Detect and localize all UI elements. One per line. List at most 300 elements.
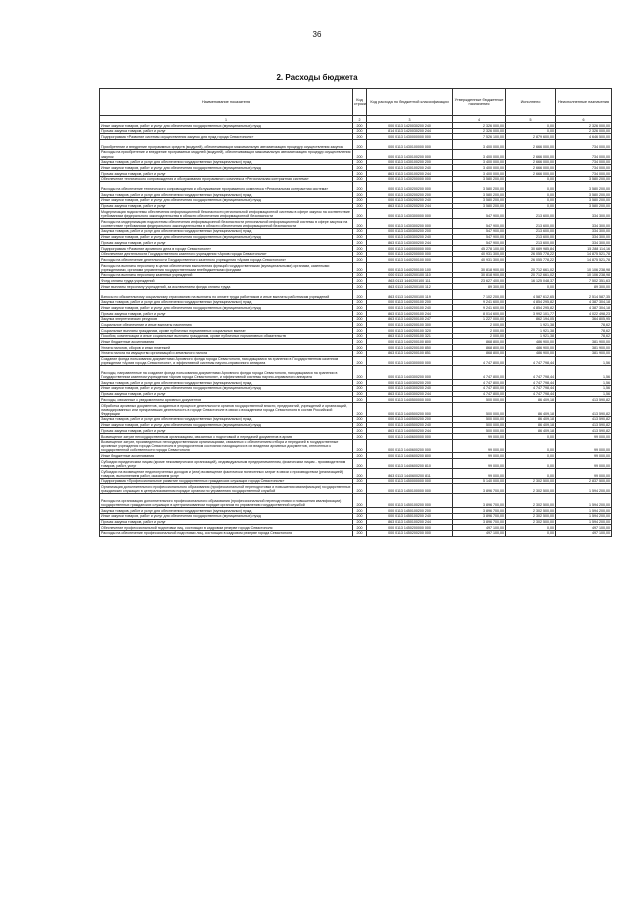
row-budget-code: 000 0113 1440200100 240: [367, 305, 453, 311]
row-executed: 0,00: [506, 284, 556, 290]
row-budget-code: 000 0113 1450200000 000: [367, 525, 453, 531]
row-line-code: 200: [353, 366, 367, 380]
row-line-code: 200: [353, 134, 367, 140]
row-approved: 3 580 200,00: [453, 192, 506, 198]
row-unexecuted: 334 300,00: [556, 209, 612, 219]
row-line-code: 200: [353, 234, 367, 240]
row-executed: 2 666 000,00: [506, 149, 556, 159]
row-executed: 0,00: [506, 525, 556, 531]
row-unexecuted: 734 000,00: [556, 165, 612, 171]
row-name: Подпрограмма «Развитие системы осуществления закупок для нужд города Севастополя»: [100, 134, 353, 140]
row-approved: 9 241 600,00: [453, 305, 506, 311]
row-budget-code: 000 0113 1430300200 200: [367, 228, 453, 234]
row-unexecuted: 1 594 200,00: [556, 508, 612, 514]
table-row: [100, 219, 612, 229]
column-number: 2: [353, 116, 367, 123]
table-row: [100, 149, 612, 159]
row-budget-code: 000 0113 1440500200 200: [367, 416, 453, 422]
row-approved: 3 896 700,00: [453, 484, 506, 494]
row-executed: 2 302 500,00: [506, 508, 556, 514]
row-budget-code: 000 0113 1450100200 000: [367, 494, 453, 508]
row-name: Прочая закупка товаров, работ и услуг: [100, 203, 353, 209]
row-unexecuted: 1,56: [556, 380, 612, 386]
row-name: Взносы по обязательному социальному страхованию на выплаты по оплате труда работников и иные выплаты работникам учреждений: [100, 289, 353, 299]
row-budget-code: 000 0113 1430300200 240: [367, 234, 453, 240]
row-budget-code: 000 0113 1440300200 240: [367, 385, 453, 391]
row-unexecuted: 734 000,00: [556, 140, 612, 150]
row-budget-code: 000 0113 1440200100 800: [367, 339, 453, 345]
row-approved: 2 000,00: [453, 322, 506, 328]
row-line-code: 200: [353, 322, 367, 328]
row-approved: 3 400 000,00: [453, 149, 506, 159]
row-name: Иные выплаты персоналу учреждений, за исключением фонда оплаты труда: [100, 284, 353, 290]
row-name: Иные бюджетные ассигнования: [100, 453, 353, 459]
row-approved: 547 900,00: [453, 240, 506, 246]
row-name: Расходы, направленные на создание фонда пользования документами Архивного фонда города Севастополя, находящимися на хранении в Государственном казенном учреждении «Архив города Севастополя», и эффективной системы научно-справочного аппарата: [100, 366, 353, 380]
row-approved: 500 000,00: [453, 397, 506, 403]
row-executed: 20 712 661,02: [506, 262, 556, 272]
row-line-code: 200: [353, 519, 367, 525]
row-line-code: 200: [353, 245, 367, 251]
row-name: Закупка товаров, работ и услуг для обеспечения государственных (муниципальных) нужд: [100, 228, 353, 234]
row-line-code: 200: [353, 284, 367, 290]
row-unexecuted: 413 590,82: [556, 402, 612, 416]
row-name: Обеспечение деятельности Государственного казенного учреждения «Архив города Севастополя»: [100, 251, 353, 257]
row-unexecuted: 413 590,82: [556, 416, 612, 422]
row-approved: 40 931 300,00: [453, 257, 506, 263]
row-executed: 26 055 778,22: [506, 257, 556, 263]
row-line-code: 200: [353, 257, 367, 263]
row-budget-code: 000 0113 1430100200 200: [367, 159, 453, 165]
row-name: Иные закупки товаров, работ и услуг для обеспечения государственных (муниципальных) нужд: [100, 234, 353, 240]
row-budget-code: 863 0113 1430100200 244: [367, 171, 453, 177]
row-executed: 86 409,18: [506, 416, 556, 422]
row-approved: 7 526 100,00: [453, 134, 506, 140]
row-unexecuted: 1 594 200,00: [556, 484, 612, 494]
row-budget-code: 814 0113 1420030200 244: [367, 128, 453, 134]
row-name: Иные закупки товаров, работ и услуг для обеспечения государственных (муниципальных) нужд: [100, 165, 353, 171]
row-unexecuted: 4 022 498,23: [556, 311, 612, 317]
row-executed: 86 409,18: [506, 422, 556, 428]
row-executed: 2 302 500,00: [506, 494, 556, 508]
row-executed: 486 900,00: [506, 339, 556, 345]
row-line-code: 200: [353, 203, 367, 209]
row-line-code: 200: [353, 478, 367, 484]
row-executed: 4 747 798,44: [506, 385, 556, 391]
row-line-code: 200: [353, 251, 367, 257]
row-approved: 4 747 800,00: [453, 391, 506, 397]
row-unexecuted: 734 000,00: [556, 159, 612, 165]
row-budget-code: 000 0113 1430100000 000: [367, 140, 453, 150]
expenses-table: [99, 88, 612, 537]
row-name: Подпрограмма «Профессиональное развитие государственных гражданских служащих города Севастополя»: [100, 478, 353, 484]
section-title: 2. Расходы бюджета: [276, 73, 358, 82]
row-executed: 3 992 101,77: [506, 311, 556, 317]
row-approved: 1 227 000,00: [453, 316, 506, 322]
row-name: Пособия, компенсации и иные социальные выплаты гражданам, кроме публичных нормативных обязательств: [100, 333, 353, 339]
row-name: Фонд оплаты труда учреждений: [100, 278, 353, 284]
row-executed: 4 587 612,65: [506, 289, 556, 299]
row-name: Закупка энергетических ресурсов: [100, 316, 353, 322]
row-line-code: 200: [353, 397, 367, 403]
header-unexecuted: Неисполненные назначения: [556, 89, 612, 116]
row-budget-code: 000 0113 1420030200 240: [367, 123, 453, 129]
row-budget-code: 000 0113 1450200200 000: [367, 530, 453, 536]
row-name: Иные закупки товаров, работ и услуг для обеспечения государственных (муниципальных) нужд: [100, 197, 353, 203]
row-line-code: 200: [353, 513, 367, 519]
row-approved: 99 000,00: [453, 468, 506, 478]
row-budget-code: 863 0113 1440200100 112: [367, 284, 453, 290]
row-executed: 0,00: [506, 197, 556, 203]
row-budget-code: 000 0113 1430200000 000: [367, 176, 453, 182]
row-budget-code: 000 0113 1440200100 300: [367, 322, 453, 328]
row-name: Расходы на модернизацию подсистемы обеспечения информационной безопасности региональной информационной системы в сфере закупок на соответствие требованиям федерального законодательства в области обеспечения информационной безопасности: [100, 219, 353, 229]
row-budget-code: 000 0113 1430200200 000: [367, 182, 453, 192]
row-line-code: 200: [353, 422, 367, 428]
row-line-code: 200: [353, 240, 367, 246]
row-unexecuted: 2 837 500,00: [556, 478, 612, 484]
row-name: Закупка товаров, работ и услуг для обеспечения государственных (муниципальных) нужд: [100, 159, 353, 165]
row-approved: 45 278 100,00: [453, 245, 506, 251]
row-budget-code: 863 0113 1440200100 247: [367, 316, 453, 322]
row-unexecuted: 2 514 587,35: [556, 289, 612, 299]
row-budget-code: 000 0113 1440600200 800: [367, 453, 453, 459]
row-budget-code: 000 0113 1440200100 110: [367, 272, 453, 278]
row-approved: 4 747 800,00: [453, 380, 506, 386]
row-approved: 3 580 200,00: [453, 203, 506, 209]
table-row: [100, 530, 612, 536]
row-executed: 2 666 000,00: [506, 165, 556, 171]
row-name: Прочая закупка товаров, работ и услуг: [100, 311, 353, 317]
row-name: Иные закупки товаров, работ и услуг для обеспечения государственных (муниципальных) нужд: [100, 422, 353, 428]
row-executed: 0,00: [506, 459, 556, 469]
row-budget-code: 000 0113 1430100200 000: [367, 149, 453, 159]
row-unexecuted: 99 000,00: [556, 468, 612, 478]
row-line-code: 200: [353, 278, 367, 284]
row-executed: 2 666 000,00: [506, 140, 556, 150]
row-approved: 3 400 000,00: [453, 159, 506, 165]
row-unexecuted: 413 590,82: [556, 422, 612, 428]
row-approved: 3 896 700,00: [453, 494, 506, 508]
table-row: [100, 468, 612, 478]
row-unexecuted: 734 000,00: [556, 149, 612, 159]
header-approved: Утвержденные бюджетные назначения: [453, 89, 506, 116]
row-unexecuted: 14 875 521,78: [556, 257, 612, 263]
row-approved: 868 800,00: [453, 345, 506, 351]
row-line-code: 200: [353, 345, 367, 351]
row-executed: 0,00: [506, 123, 556, 129]
row-name: Расходы, связанные с уведомлением архивных документов: [100, 397, 353, 403]
row-unexecuted: 10 106 238,98: [556, 272, 612, 278]
row-unexecuted: 497 100,00: [556, 530, 612, 536]
row-budget-code: 863 0113 1440200100 244: [367, 311, 453, 317]
row-name: Прочая закупка товаров, работ и услуг: [100, 171, 353, 177]
row-approved: 40 931 300,00: [453, 251, 506, 257]
row-unexecuted: 413 590,82: [556, 397, 612, 403]
row-unexecuted: 1 594 200,00: [556, 494, 612, 508]
row-budget-code: 863 0113 1440200100 321: [367, 333, 453, 339]
row-line-code: 200: [353, 416, 367, 422]
row-executed: 4 747 798,44: [506, 366, 556, 380]
row-line-code: 200: [353, 262, 367, 272]
row-approved: 3 400 000,00: [453, 171, 506, 177]
row-budget-code: 000 0113 1440200100 850: [367, 345, 453, 351]
row-approved: 99 000,00: [453, 453, 506, 459]
row-name: Иные бюджетные ассигнования: [100, 339, 353, 345]
row-budget-code: 000 0113 1430300200 000: [367, 219, 453, 229]
row-approved: 7 102 200,00: [453, 289, 506, 299]
row-unexecuted: 3 580 200,00: [556, 203, 612, 209]
row-budget-code: 863 0113 1430200200 244: [367, 203, 453, 209]
row-line-code: 200: [353, 433, 367, 439]
row-budget-code: 863 0113 1430300200 244: [367, 240, 453, 246]
row-approved: 547 900,00: [453, 219, 506, 229]
row-executed: 86 409,18: [506, 397, 556, 403]
row-line-code: 200: [353, 391, 367, 397]
row-executed: 0,00: [506, 128, 556, 134]
row-executed: 1 921,38: [506, 333, 556, 339]
column-number: 1: [100, 116, 353, 123]
row-executed: 0,00: [506, 468, 556, 478]
expenses-table-container: [99, 88, 611, 537]
row-unexecuted: 3 580 200,00: [556, 176, 612, 182]
row-executed: 213 600,00: [506, 219, 556, 229]
row-approved: 23 627 400,00: [453, 278, 506, 284]
row-line-code: 200: [353, 228, 367, 234]
row-executed: 0,00: [506, 439, 556, 453]
row-name: Социальное обеспечение и иные выплаты населению: [100, 322, 353, 328]
row-approved: 5 140 000,00: [453, 478, 506, 484]
row-name: Расходы на обеспечение деятельности Государственного казенного учреждения «Архив города Севастополя»: [100, 257, 353, 263]
table-body: [100, 123, 612, 537]
row-executed: 30 689 985,84: [506, 245, 556, 251]
row-executed: 4 747 798,44: [506, 380, 556, 386]
header-name: Наименование показателя: [100, 89, 353, 116]
row-budget-code: 000 0113 1440300000 000: [367, 356, 453, 366]
row-budget-code: 000 0113 1430300000 000: [367, 209, 453, 219]
table-row: [100, 366, 612, 380]
row-line-code: 200: [353, 305, 367, 311]
row-approved: 3 896 700,00: [453, 508, 506, 514]
row-name: Создание фонда пользования документами Архивного фонда города Севастополя, находящимися на хранении в Государственном казенном учреждении «Архив города Севастополя», и эффективной системы научно-справочного аппарата: [100, 356, 353, 366]
row-executed: 2 302 500,00: [506, 513, 556, 519]
row-line-code: 200: [353, 484, 367, 494]
row-unexecuted: 99 000,00: [556, 453, 612, 459]
row-executed: 0,00: [506, 182, 556, 192]
row-budget-code: 000 0113 1440600200 000: [367, 439, 453, 453]
row-unexecuted: 78,62: [556, 328, 612, 334]
row-line-code: 200: [353, 350, 367, 356]
row-unexecuted: 4 387 304,18: [556, 299, 612, 305]
page-number: 36: [312, 30, 322, 39]
row-unexecuted: 7 502 351,63: [556, 278, 612, 284]
row-executed: 2 666 000,00: [506, 171, 556, 177]
row-executed: 2 302 500,00: [506, 484, 556, 494]
row-line-code: 200: [353, 525, 367, 531]
row-executed: 213 600,00: [506, 234, 556, 240]
row-executed: 26 055 778,22: [506, 251, 556, 257]
row-executed: 4 854 295,82: [506, 299, 556, 305]
row-executed: 86 409,18: [506, 402, 556, 416]
row-line-code: 200: [353, 159, 367, 165]
column-number: 5: [506, 116, 556, 123]
header-executed: Исполнено: [506, 89, 556, 116]
row-unexecuted: 334 300,00: [556, 219, 612, 229]
row-approved: 868 800,00: [453, 339, 506, 345]
row-budget-code: 000 0113 1440200100 100: [367, 262, 453, 272]
row-executed: 0,00: [506, 203, 556, 209]
row-name: Расходы на выплаты персоналу казенных учреждений: [100, 272, 353, 278]
row-unexecuted: 334 300,00: [556, 234, 612, 240]
column-number-row: [100, 116, 612, 123]
row-budget-code: 000 0113 1450100200 200: [367, 508, 453, 514]
row-approved: 2 000,00: [453, 328, 506, 334]
row-budget-code: 000 0113 1450000000 000: [367, 478, 453, 484]
row-approved: 99 000,00: [453, 439, 506, 453]
row-line-code: 200: [353, 128, 367, 134]
row-line-code: 200: [353, 311, 367, 317]
row-name: Закупка товаров, работ и услуг для обеспечения государственных (муниципальных) нужд: [100, 299, 353, 305]
row-approved: 3 580 200,00: [453, 182, 506, 192]
table-row: [100, 459, 612, 469]
row-unexecuted: 3 580 200,00: [556, 197, 612, 203]
table-row: [100, 182, 612, 192]
row-approved: 2 000,00: [453, 333, 506, 339]
table-row: [100, 209, 612, 219]
column-number: 3: [367, 116, 453, 123]
row-name: Прочая закупка товаров, работ и услуг: [100, 519, 353, 525]
row-name: Иные закупки товаров, работ и услуг для обеспечения государственных (муниципальных) нужд: [100, 513, 353, 519]
row-approved: 500 000,00: [453, 422, 506, 428]
row-name: Расходы на обеспечение технического сопровождения и обслуживание программного комплекса «Региональная контрактная система»: [100, 182, 353, 192]
row-line-code: 200: [353, 219, 367, 229]
row-executed: 1 921,38: [506, 328, 556, 334]
row-approved: 3 400 000,00: [453, 140, 506, 150]
row-line-code: 200: [353, 182, 367, 192]
row-approved: 30 818 900,00: [453, 262, 506, 272]
row-approved: 497 100,00: [453, 525, 506, 531]
table-row: [100, 140, 612, 150]
row-unexecuted: 10 106 238,98: [556, 262, 612, 272]
table-header-row: [100, 89, 612, 116]
row-unexecuted: 381 900,00: [556, 345, 612, 351]
row-unexecuted: 15 288 114,16: [556, 245, 612, 251]
table-row: [100, 494, 612, 508]
row-name: Приобретение и внедрение программных средств (модулей), обеспечивающих максимальную автоматизацию процедур осуществления закупок: [100, 140, 353, 150]
row-executed: 2 666 000,00: [506, 159, 556, 165]
row-executed: 0,00: [506, 192, 556, 198]
row-line-code: 200: [353, 140, 367, 150]
row-name: Обеспечение технического сопровождения и обслуживания программного комплекса «Региональная контрактная система»: [100, 176, 353, 182]
row-executed: 0,00: [506, 176, 556, 182]
row-line-code: 200: [353, 272, 367, 278]
row-approved: 2 326 000,00: [453, 123, 506, 129]
row-unexecuted: 1,56: [556, 385, 612, 391]
row-name: Закупка товаров, работ и услуг для обеспечения государственных (муниципальных) нужд: [100, 380, 353, 386]
row-budget-code: 000 0113 1450100200 240: [367, 513, 453, 519]
row-approved: 500 000,00: [453, 402, 506, 416]
row-unexecuted: 3 580 200,00: [556, 192, 612, 198]
row-unexecuted: 99 000,00: [556, 459, 612, 469]
row-unexecuted: 497 100,00: [556, 525, 612, 531]
row-executed: 2 302 500,00: [506, 519, 556, 525]
row-name: Расходы на обеспечение профессиональной подготовки лиц, состоящих в кадровом резерве города Севастополя: [100, 530, 353, 536]
row-approved: 4 747 800,00: [453, 385, 506, 391]
row-name: Закупка товаров, работ и услуг для обеспечения государственных (муниципальных) нужд: [100, 416, 353, 422]
row-executed: 0,00: [506, 453, 556, 459]
row-executed: 2 879 600,00: [506, 134, 556, 140]
row-approved: 9 241 600,00: [453, 299, 506, 305]
row-name: Прочая закупка товаров, работ и услуг: [100, 128, 353, 134]
row-line-code: 200: [353, 123, 367, 129]
row-executed: 213 600,00: [506, 240, 556, 246]
row-unexecuted: 78,62: [556, 322, 612, 328]
row-name: Иные закупки товаров, работ и услуг для обеспечения государственных (муниципальных) нужд: [100, 305, 353, 311]
row-name: Обработка архивных документов, созданных в процессе деятельности органов государственной власти, предприятий, учреждений и организаций, ликвидированных или прекративших деятельность в городе Севастополе в связи с вхождением города Севастополя в состав Российской Федерации: [100, 402, 353, 416]
row-approved: 497 100,00: [453, 530, 506, 536]
row-name: Прочая закупка товаров, работ и услуг: [100, 240, 353, 246]
row-line-code: 200: [353, 339, 367, 345]
row-unexecuted: 14 875 521,78: [556, 251, 612, 257]
row-line-code: 200: [353, 149, 367, 159]
row-unexecuted: 734 000,00: [556, 171, 612, 177]
row-approved: 3 580 200,00: [453, 176, 506, 182]
row-executed: 0,00: [506, 530, 556, 536]
row-budget-code: 000 0113 1430200200 240: [367, 197, 453, 203]
row-unexecuted: 1,56: [556, 356, 612, 366]
row-name: Закупка товаров, работ и услуг для обеспечения государственных (муниципальных) нужд: [100, 192, 353, 198]
row-unexecuted: 1,56: [556, 366, 612, 380]
row-budget-code: 000 0113 1440500000 000: [367, 397, 453, 403]
row-executed: 4 747 798,44: [506, 356, 556, 366]
row-unexecuted: 381 900,00: [556, 339, 612, 345]
row-executed: 4 747 798,44: [506, 391, 556, 397]
row-approved: 3 580 200,00: [453, 197, 506, 203]
row-line-code: 200: [353, 459, 367, 469]
row-name: Расходы на организацию дополнительного профессионального образования (профессиональной переподготовки и повышения квалификации) государственных гражданских служащих в централизованном порядке органом по управлению государственной службой: [100, 494, 353, 508]
row-approved: 8 014 600,00: [453, 311, 506, 317]
table-row: [100, 289, 612, 299]
row-line-code: 200: [353, 316, 367, 322]
row-line-code: 200: [353, 299, 367, 305]
row-approved: 500 000,00: [453, 416, 506, 422]
row-unexecuted: 334 300,00: [556, 240, 612, 246]
row-executed: 86 409,18: [506, 428, 556, 434]
row-executed: 0,00: [506, 433, 556, 439]
row-unexecuted: 4 387 304,18: [556, 305, 612, 311]
row-name: Подпрограмма «Развитие архивного дела в городе Севастополе»: [100, 245, 353, 251]
row-line-code: 200: [353, 380, 367, 386]
row-budget-code: 863 0113 1440200100 851: [367, 350, 453, 356]
row-line-code: 200: [353, 333, 367, 339]
row-line-code: 200: [353, 328, 367, 334]
row-executed: 213 600,00: [506, 228, 556, 234]
row-budget-code: 863 0113 1440200100 119: [367, 289, 453, 299]
row-executed: 4 854 295,82: [506, 305, 556, 311]
row-unexecuted: 89 300,00: [556, 284, 612, 290]
row-budget-code: 000 0113 1450100000 000: [367, 484, 453, 494]
row-unexecuted: 381 900,00: [556, 350, 612, 356]
row-approved: 2 326 000,00: [453, 128, 506, 134]
row-budget-code: 000 0113 1430000000 000: [367, 134, 453, 140]
row-line-code: 200: [353, 530, 367, 536]
row-approved: 4 747 800,00: [453, 356, 506, 366]
row-line-code: 200: [353, 402, 367, 416]
row-executed: 2 302 500,00: [506, 478, 556, 484]
table-row: [100, 439, 612, 453]
row-approved: 4 747 800,00: [453, 366, 506, 380]
row-unexecuted: 78,62: [556, 333, 612, 339]
